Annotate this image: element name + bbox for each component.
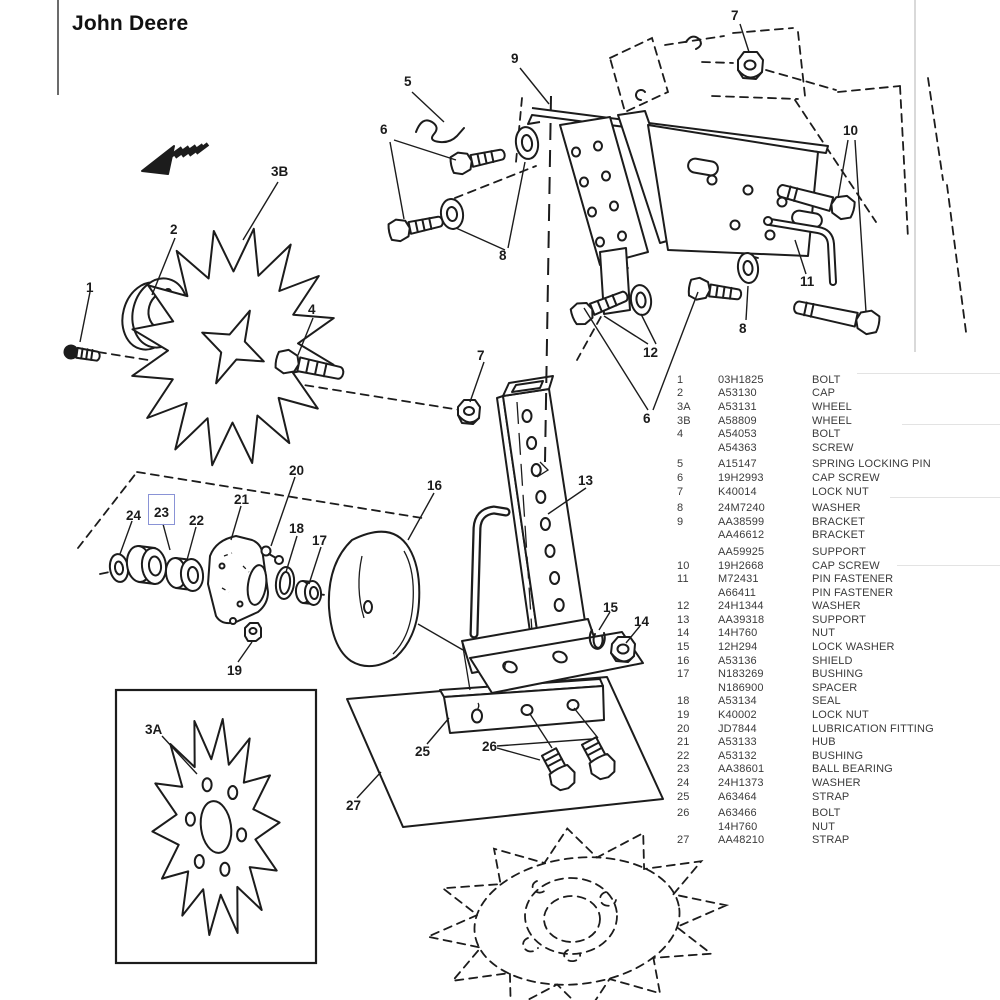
parts-ref: 3A [677, 400, 691, 413]
callout-25[interactable]: 25 [415, 744, 431, 759]
parts-desc: BALL BEARING [812, 763, 893, 776]
wheel-3b [132, 229, 334, 465]
parts-row[interactable] [677, 654, 997, 668]
parts-part: AA48210 [718, 834, 765, 847]
parts-desc: BOLT [812, 373, 841, 386]
parts-ref: 15 [677, 641, 690, 654]
callout-24[interactable]: 24 [126, 508, 142, 523]
lock-nut-19 [245, 623, 261, 641]
parts-part: K40014 [718, 485, 757, 498]
parts-row[interactable] [677, 485, 997, 499]
callout-18[interactable]: 18 [289, 521, 305, 536]
parts-part: N186900 [718, 681, 764, 694]
parts-ref: 21 [677, 736, 690, 749]
parts-ref: 16 [677, 654, 690, 667]
parts-ref: 12 [677, 600, 690, 613]
parts-ref: 18 [677, 695, 690, 708]
parts-desc: SHIELD [812, 654, 853, 667]
parts-row[interactable] [677, 441, 997, 455]
parts-part: A53131 [718, 400, 757, 413]
parts-ref: 19 [677, 709, 690, 722]
parts-part: JD7844 [718, 722, 757, 735]
parts-ref: 5 [677, 458, 684, 471]
parts-ref: 3B [677, 414, 691, 427]
lock-nut-7b [458, 400, 480, 424]
parts-part: A53132 [718, 749, 757, 762]
cap-screw-6c [688, 277, 743, 306]
nut-14 [611, 637, 635, 662]
parts-part: A53134 [718, 695, 757, 708]
parts-row[interactable] [677, 414, 997, 428]
parts-row[interactable] [677, 600, 997, 614]
phantom-frame [610, 28, 805, 112]
parts-row[interactable] [677, 708, 997, 722]
parts-ref: 11 [677, 573, 689, 586]
washer-8a [514, 126, 540, 161]
parts-row[interactable] [677, 820, 997, 834]
callout-14[interactable]: 14 [634, 614, 650, 629]
parts-row[interactable] [677, 458, 997, 472]
parts-row[interactable] [677, 806, 997, 820]
parts-desc: SUPPORT [812, 545, 867, 558]
callout-27[interactable]: 27 [346, 798, 362, 813]
parts-desc: SEAL [812, 695, 841, 708]
parts-desc: WHEEL [812, 400, 852, 413]
parts-row[interactable] [677, 627, 997, 641]
parts-row[interactable] [677, 501, 997, 515]
parts-desc: SPACER [812, 681, 858, 694]
spring-locking-pin-5 [416, 120, 464, 142]
parts-desc: NUT [812, 820, 836, 833]
parts-row[interactable] [677, 471, 997, 485]
parts-desc: SCREW [812, 441, 854, 454]
parts-part: N183269 [718, 668, 764, 681]
bushing-22 [164, 557, 204, 592]
bracket-9 [528, 108, 828, 314]
parts-desc: STRAP [812, 790, 850, 803]
parts-part: A63464 [718, 790, 757, 803]
parts-desc: SUPPORT [812, 613, 867, 626]
parts-row[interactable] [677, 515, 997, 529]
callout-16[interactable]: 16 [427, 478, 443, 493]
callout-11[interactable]: 11 [800, 274, 815, 289]
callout-8[interactable]: 8 [499, 248, 507, 263]
parts-desc: WHEEL [812, 414, 852, 427]
parts-part: A53130 [718, 387, 757, 400]
parts-desc: LUBRICATION FITTING [812, 722, 934, 735]
parts-ref: 7 [677, 485, 684, 498]
bushing-17 [295, 580, 322, 606]
callout-13[interactable]: 13 [578, 473, 594, 488]
bolt-1 [63, 344, 101, 363]
parts-part: A53136 [718, 654, 757, 667]
parts-ref: 20 [677, 722, 690, 735]
parts-row[interactable] [677, 400, 997, 414]
parts-part: A53133 [718, 736, 757, 749]
parts-part: A63466 [718, 807, 757, 820]
parts-desc: WASHER [812, 777, 861, 790]
parts-desc: PIN FASTENER [812, 573, 894, 586]
parts-ref: 1 [677, 373, 684, 386]
callout-6[interactable]: 6 [380, 122, 388, 137]
ball-bearing-23 [125, 545, 168, 585]
parts-row[interactable] [677, 667, 997, 681]
parts-desc: HUB [812, 736, 836, 749]
parts-desc: BRACKET [812, 529, 866, 542]
shield-16 [329, 532, 463, 666]
callout-9[interactable]: 9 [511, 51, 519, 66]
parts-desc: BOLT [812, 428, 841, 441]
parts-row[interactable] [677, 749, 997, 763]
parts-part: A54053 [718, 428, 757, 441]
callout-2[interactable]: 2 [170, 222, 178, 237]
parts-part: AA59925 [718, 545, 765, 558]
parts-part: AA46612 [718, 529, 765, 542]
parts-part: 14H760 [718, 627, 758, 640]
callout-3A[interactable]: 3A [145, 722, 163, 737]
parts-part: 03H1825 [718, 373, 764, 386]
parts-row[interactable] [677, 586, 997, 600]
parts-part: 19H2668 [718, 559, 764, 572]
hub-21 [208, 536, 269, 624]
parts-part: M72431 [718, 573, 759, 586]
parts-ref: 22 [677, 749, 690, 762]
callout-8[interactable]: 8 [739, 321, 747, 336]
parts-row[interactable] [677, 834, 997, 848]
parts-part: A66411 [718, 586, 757, 599]
parts-part: AA38601 [718, 763, 765, 776]
seal-18 [274, 566, 295, 600]
parts-desc: CAP SCREW [812, 471, 880, 484]
parts-desc: LOCK WASHER [812, 641, 895, 654]
callout-22[interactable]: 22 [189, 513, 205, 528]
parts-ref: 26 [677, 807, 690, 820]
parts-row[interactable] [677, 681, 997, 695]
parts-row[interactable] [677, 695, 997, 709]
parts-part: 12H294 [718, 641, 758, 654]
parts-ref: 9 [677, 515, 684, 528]
parts-desc: WASHER [812, 502, 861, 515]
parts-row[interactable] [677, 427, 997, 441]
parts-desc: STRAP [812, 834, 850, 847]
parts-ref: 23 [677, 763, 690, 776]
parts-ref: 13 [677, 613, 690, 626]
parts-row[interactable] [677, 640, 997, 654]
parts-ref: 10 [677, 559, 690, 572]
cap-screw-10b [792, 295, 881, 336]
parts-part: 14H760 [718, 820, 758, 833]
callout-4[interactable]: 4 [308, 302, 316, 317]
parts-desc: SPRING LOCKING PIN [812, 458, 931, 471]
phantom-wheel [428, 829, 726, 1000]
washer-12 [629, 284, 653, 316]
parts-ref: 2 [677, 387, 684, 400]
callout-19[interactable]: 19 [227, 663, 243, 678]
parts-row[interactable] [677, 559, 997, 573]
parts-row[interactable] [677, 613, 997, 627]
cap-screw-6a [449, 143, 507, 176]
parts-part: K40002 [718, 709, 757, 722]
parts-desc: BUSHING [812, 668, 864, 681]
parts-ref: 17 [677, 668, 690, 681]
callout-7[interactable]: 7 [731, 8, 739, 23]
parts-desc: BOLT [812, 807, 841, 820]
parts-row[interactable] [677, 529, 997, 543]
parts-desc: BUSHING [812, 749, 864, 762]
parts-desc: NUT [812, 627, 836, 640]
parts-row[interactable] [677, 735, 997, 749]
parts-part: 24H1344 [718, 600, 764, 613]
callout-21[interactable]: 21 [234, 492, 250, 507]
callout-6[interactable]: 6 [643, 411, 651, 426]
parts-desc: BRACKET [812, 515, 866, 528]
callout-5[interactable]: 5 [404, 74, 412, 89]
parts-row[interactable] [677, 722, 997, 736]
callout-26[interactable]: 26 [482, 739, 498, 754]
callout-23[interactable]: 23 [148, 494, 175, 525]
callout-1[interactable]: 1 [86, 280, 94, 295]
parts-desc: WASHER [812, 600, 861, 613]
parts-part: A54363 [718, 441, 757, 454]
parts-part: A58809 [718, 414, 757, 427]
parts-part: 24H1373 [718, 777, 764, 790]
parts-desc: CAP SCREW [812, 559, 880, 572]
callout-3B[interactable]: 3B [271, 164, 289, 179]
parts-desc: PIN FASTENER [812, 586, 894, 599]
callout-17[interactable]: 17 [312, 533, 328, 548]
parts-row[interactable] [677, 790, 997, 804]
parts-ref: 14 [677, 627, 690, 640]
parts-part: AA38599 [718, 515, 765, 528]
parts-part: A15147 [718, 458, 757, 471]
callout-12[interactable]: 12 [643, 345, 659, 360]
parts-row[interactable] [677, 572, 997, 586]
callout-10[interactable]: 10 [843, 123, 859, 138]
parts-desc: LOCK NUT [812, 709, 869, 722]
cap-screw-6b [387, 210, 445, 243]
parts-ref: 4 [677, 428, 684, 441]
parts-ref: 25 [677, 790, 690, 803]
parts-row[interactable] [677, 373, 997, 387]
parts-desc: LOCK NUT [812, 485, 869, 498]
parts-part: AA39318 [718, 613, 765, 626]
callout-20[interactable]: 20 [289, 463, 305, 478]
parts-row[interactable] [677, 387, 997, 401]
callout-15[interactable]: 15 [603, 600, 619, 615]
parts-ref: 27 [677, 834, 690, 847]
brand-title: John Deere [72, 12, 189, 35]
parts-row[interactable] [677, 763, 997, 777]
parts-ref: 6 [677, 471, 684, 484]
parts-part: 24M7240 [718, 502, 765, 515]
parts-list [677, 373, 997, 847]
parts-part: 19H2993 [718, 471, 764, 484]
lock-nut-7a [738, 52, 763, 79]
parts-desc: CAP [812, 387, 836, 400]
parts-row[interactable] [677, 545, 997, 559]
parts-row[interactable] [677, 776, 997, 790]
parts-ref: 24 [677, 777, 690, 790]
direction-arrow-icon [142, 144, 208, 174]
parts-ref: 8 [677, 502, 684, 515]
callout-7[interactable]: 7 [477, 348, 485, 363]
